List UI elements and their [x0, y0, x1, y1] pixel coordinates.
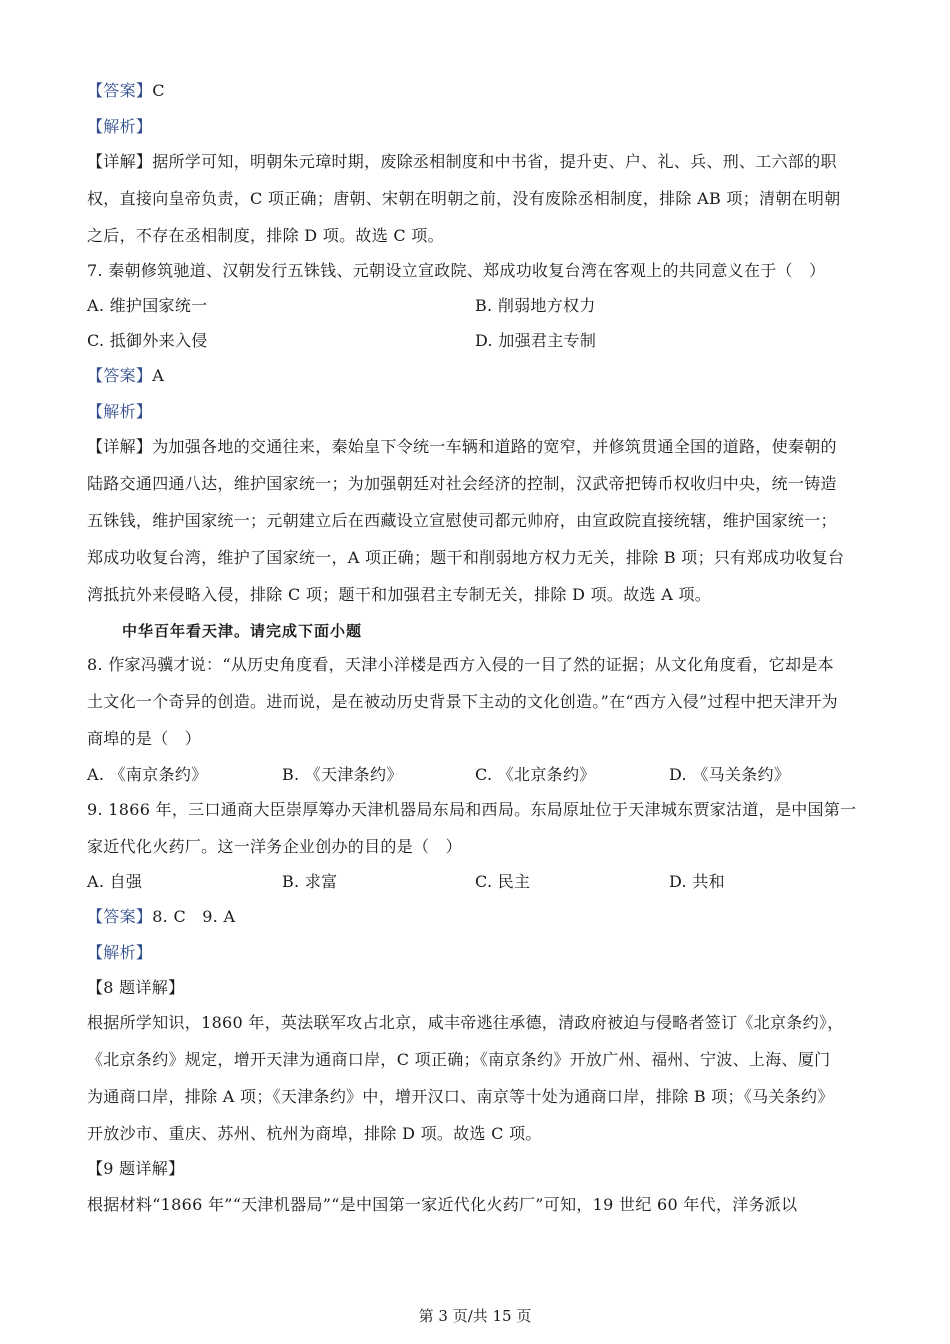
detail-tag: 【详解】	[87, 152, 153, 171]
detail-text: 五铢钱，维护国家统一；元朝建立后在西藏设立宣慰使司都元帅府，由宣政院直接统辖，维护国家统一；	[87, 511, 837, 530]
detail-text: 《北京条约》规定，增开天津为通商口岸，C 项正确；《南京条约》开放广州、福州、宁波、上海、厦门	[87, 1050, 831, 1069]
detail-text: 为通商口岸，排除 A 项；《天津条约》中，增开汉口、南京等十处为通商口岸，排除 B 项；《马关条约》	[87, 1087, 834, 1106]
detail-tag: 【详解】	[87, 437, 153, 456]
detail-text: 郑成功收复台湾，维护了国家统一，A 项正确；题干和削弱地方权力无关，排除 B 项；只有郑成功收复台	[87, 548, 845, 567]
detail-text: 根据所学知识，1860 年，英法联军攻占北京，咸丰帝逃往承德，清政府被迫与侵略者签订《北京条约》，	[87, 1013, 844, 1032]
analysis-tag: 【解析】	[87, 402, 153, 421]
question-8-stem: 商埠的是（ ）	[87, 729, 202, 748]
answer-value: 8. C 9. A	[152, 907, 236, 926]
question-9-stem: 家近代化火药厂。这一洋务企业创办的目的是（ ）	[87, 837, 462, 856]
detail-8-tag: 【8 题详解】	[87, 978, 185, 997]
q7-option-d: D. 加强君主专制	[475, 331, 597, 350]
q9-option-a: A. 自强	[87, 872, 143, 891]
q7-option-a: A. 维护国家统一	[87, 296, 208, 315]
q9-option-b: B. 求富	[282, 872, 338, 891]
q8-option-d: D. 《马关条约》	[669, 765, 791, 784]
q9-option-c: C. 民主	[475, 872, 531, 891]
analysis-tag: 【解析】	[87, 117, 153, 136]
answer-tag: 【答案】	[87, 907, 153, 926]
question-9-stem: 9. 1866 年，三口通商大臣崇厚筹办天津机器局东局和西局。东局原址位于天津城东贾家沽道，是中国第一	[87, 800, 857, 819]
group-intro: 中华百年看天津。请完成下面小题	[122, 622, 363, 640]
q7-option-b: B. 削弱地方权力	[475, 296, 596, 315]
detail-9-tag: 【9 题详解】	[87, 1159, 185, 1178]
detail-text: 陆路交通四通八达，维护国家统一；为加强朝廷对社会经济的控制，汉武帝把铸币权收归中央，统一铸造	[87, 474, 837, 493]
answer-value: C	[152, 81, 165, 100]
detail-text: 根据材料“1866 年”“天津机器局”“是中国第一家近代化火药厂”可知，19 世纪 60 年代，洋务派以	[87, 1195, 798, 1214]
detail-line	[87, 152, 837, 172]
answer-line	[87, 81, 165, 101]
answer-line	[87, 907, 235, 927]
answer-tag: 【答案】	[87, 366, 153, 385]
detail-text: 开放沙市、重庆、苏州、杭州为商埠，排除 D 项。故选 C 项。	[87, 1124, 542, 1143]
detail-text: 湾抵抗外来侵略入侵，排除 C 项；题干和加强君主专制无关，排除 D 项。故选 A 项。	[87, 585, 712, 604]
detail-text: 权，直接向皇帝负责，C 项正确；唐朝、宋朝在明朝之前，没有废除丞相制度，排除 AB 项；清朝在明朝	[87, 189, 841, 208]
page-number: 第 3 页/共 15 页	[418, 1307, 532, 1325]
detail-line	[87, 437, 837, 457]
q7-option-c: C. 抵御外来入侵	[87, 331, 208, 350]
detail-text: 之后，不存在丞相制度，排除 D 项。故选 C 项。	[87, 226, 444, 245]
question-8-stem: 土文化一个奇异的创造。进而说，是在被动历史背景下主动的文化创造。”在“西方入侵”过程中把天津开为	[87, 692, 838, 711]
q8-option-b: B. 《天津条约》	[282, 765, 403, 784]
question-7-stem: 7. 秦朝修筑驰道、汉朝发行五铢钱、元朝设立宣政院、郑成功收复台湾在客观上的共同意义在于（ ）	[87, 261, 826, 280]
detail-text: 据所学可知，明朝朱元璋时期，废除丞相制度和中书省，提升吏、户、礼、兵、刑、工六部的职	[152, 152, 837, 171]
analysis-tag: 【解析】	[87, 943, 153, 962]
q8-option-c: C. 《北京条约》	[475, 765, 596, 784]
answer-line	[87, 366, 164, 386]
detail-text: 为加强各地的交通往来，秦始皇下令统一车辆和道路的宽窄，并修筑贯通全国的道路，使秦朝的	[152, 437, 837, 456]
q9-option-d: D. 共和	[669, 872, 725, 891]
q8-option-a: A. 《南京条约》	[87, 765, 208, 784]
answer-tag: 【答案】	[87, 81, 153, 100]
answer-value: A	[152, 366, 165, 385]
question-8-stem: 8. 作家冯骥才说：“从历史角度看，天津小洋楼是西方入侵的一目了然的证据；从文化角度看，它却是本	[87, 655, 834, 674]
